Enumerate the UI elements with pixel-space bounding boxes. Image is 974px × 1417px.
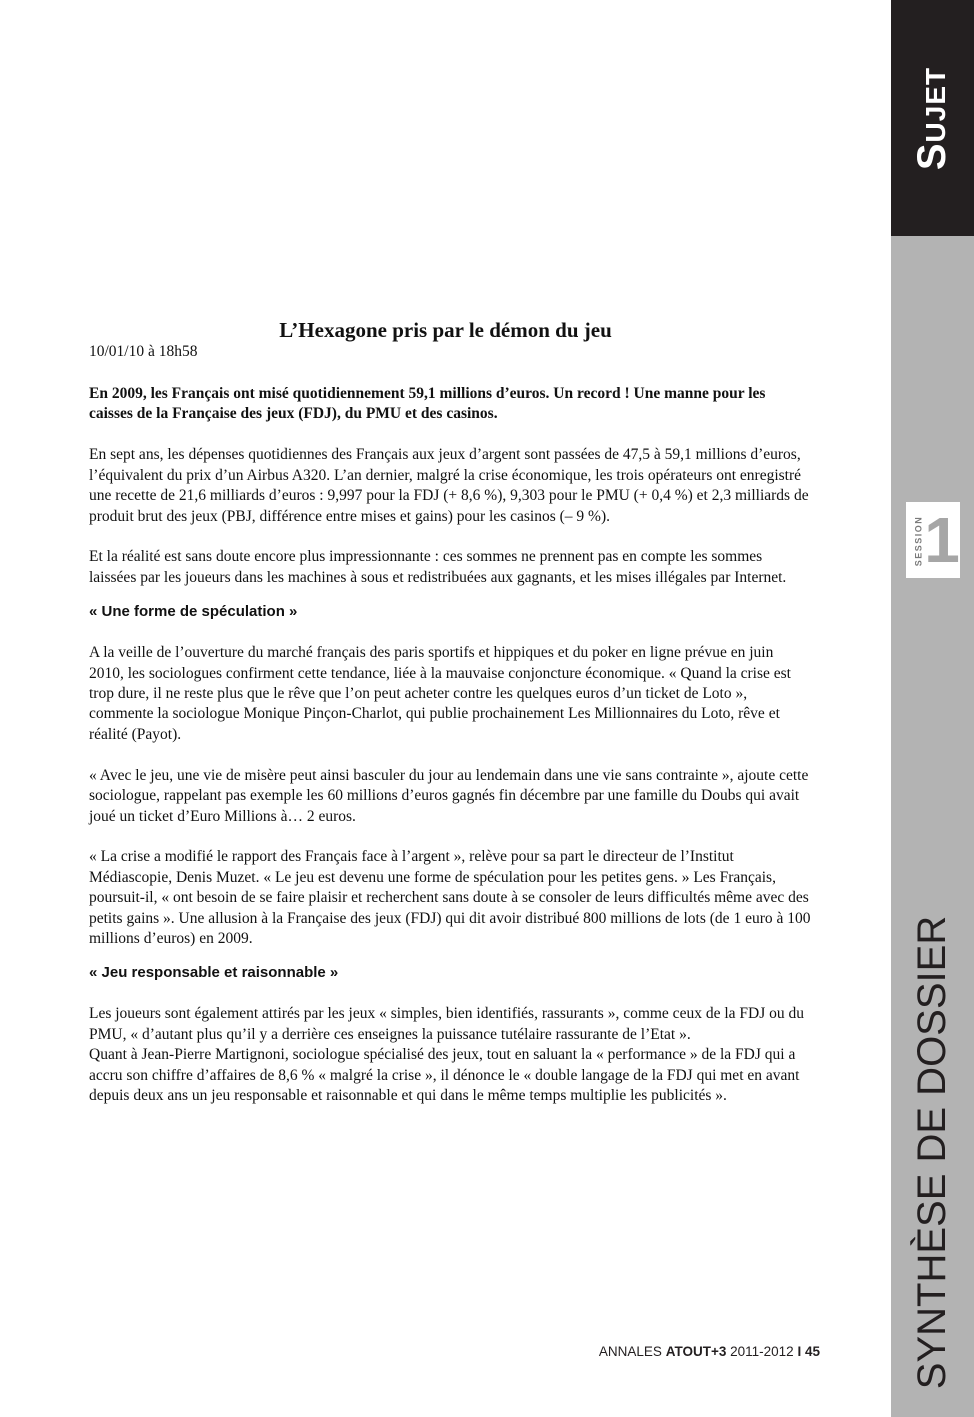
sujet-label: Sujet: [910, 66, 955, 170]
paragraph: Quant à Jean-Pierre Martignoni, sociologue spécialisé des jeux, tout en saluant la « performance » de la FDJ qui a accru son chiffre d’affaires de 8,6 % « malgré la crise », il dénonce le « double langage de la FDJ qui met en avant depuis deux ans un jeu responsable et raisonnable et qui dans le même temps multiplie les publicités ».: [89, 1046, 800, 1104]
article-lead: En 2009, les Français ont misé quotidiennement 59,1 millions d’euros. Un record ! Une manne pour les caisses de la Française des jeux (FDJ), du PMU et des casinos.: [89, 385, 766, 423]
article-title: L’Hexagone pris par le démon du jeu: [279, 318, 612, 342]
session-label: SESSION: [913, 515, 924, 567]
sidebar-synthese: [891, 915, 974, 1390]
section-heading-jeu-responsable: « Jeu responsable et raisonnable »: [89, 964, 339, 982]
footer-prefix: ANNALES: [598, 1344, 662, 1359]
paragraph: « La crise a modifié le rapport des Français face à l’argent », relève pour sa part le directeur de l’Institut Médiascopie, Denis Muzet. « Le jeu est devenu une forme de spéculation pour les petites gens. » Les Français, poursuit-il, « ont besoin de se faire plaisir et recherchent sans doute à se consoler de leurs difficultés même avec des petits gains ». Une allusion à la Française des jeux (FDJ) qui dit avoir distribué 800 millions de lots (de 1 euro à 100 millions d’euros) en 2009.: [89, 848, 811, 948]
paragraph: A la veille de l’ouverture du marché français des paris sportifs et hippiques et du poker en ligne prévue en juin 2010, les sociologues confirment cette tendance, liée à la mauvaise conjoncture économique. « Quand la crise est trop dure, il ne reste plus que le rêve que l’on peut acheter contre les quelques euros d’un ticket de Loto », commente la sociologue Monique Pinçon-Charlot, qui publie prochainement Les Millionnaires du Loto, rêve et réalité (Payot).: [89, 644, 791, 743]
footer-separator: I: [797, 1344, 802, 1359]
article-dateline: 10/01/10 à 18h58: [89, 343, 198, 360]
session-number: 1: [924, 504, 960, 576]
page-footer: [440, 1344, 820, 1359]
session-badge: [906, 502, 960, 578]
paragraph: Et la réalité est sans doute encore plus impressionnante : ces sommes ne prennent pas en compte les sommes laissées par les joueurs dans les machines à sous et redistribuées aux gagnants, et les mises illégales par Internet.: [89, 548, 787, 586]
paragraph: En sept ans, les dépenses quotidiennes des Français aux jeux d’argent sont passées de 47,5 à 59,1 millions d’euros, l’équivalent du prix d’un Airbus A320. L’an dernier, malgré la crise économique, les trois opérateurs ont enregistré une recette de 21,6 milliards d’euros : 9,997 pour la FDJ (+ 8,6 %), 9,303 pour le PMU (+ 0,4 %) et 2,3 milliards de produit brut des jeux (PBJ, différence entre mises et gains) pour les casinos (– 9 %).: [89, 446, 809, 525]
paragraph: Les joueurs sont également attirés par les jeux « simples, bien identifiés, rassurants », comme ceux de la FDJ ou du PMU, « d’autant plus qu’il y a derrière ces enseignes la puissance tutélaire rassurante de l’Etat ».: [89, 1005, 804, 1043]
sidebar: [891, 0, 974, 1417]
sidebar-sujet: [891, 0, 974, 236]
page-number: 45: [804, 1344, 820, 1359]
synthese-label: SYNTHÈSE DE DOSSIER: [910, 915, 954, 1390]
footer-brand: ATOUT+3: [665, 1344, 727, 1359]
paragraph: « Avec le jeu, une vie de misère peut ainsi basculer du jour au lendemain dans une vie sans contrainte », ajoute cette sociologue, rappelant pas exemple les 60 millions d’euros gagnés fin décembre par une famille du Doubs qui avait joué un ticket d’Euro Millions à… 2 euros.: [89, 766, 809, 825]
footer-years: 2011-2012: [730, 1344, 794, 1359]
section-heading-speculation: « Une forme de spéculation »: [89, 603, 298, 621]
article-body: [89, 384, 811, 1127]
